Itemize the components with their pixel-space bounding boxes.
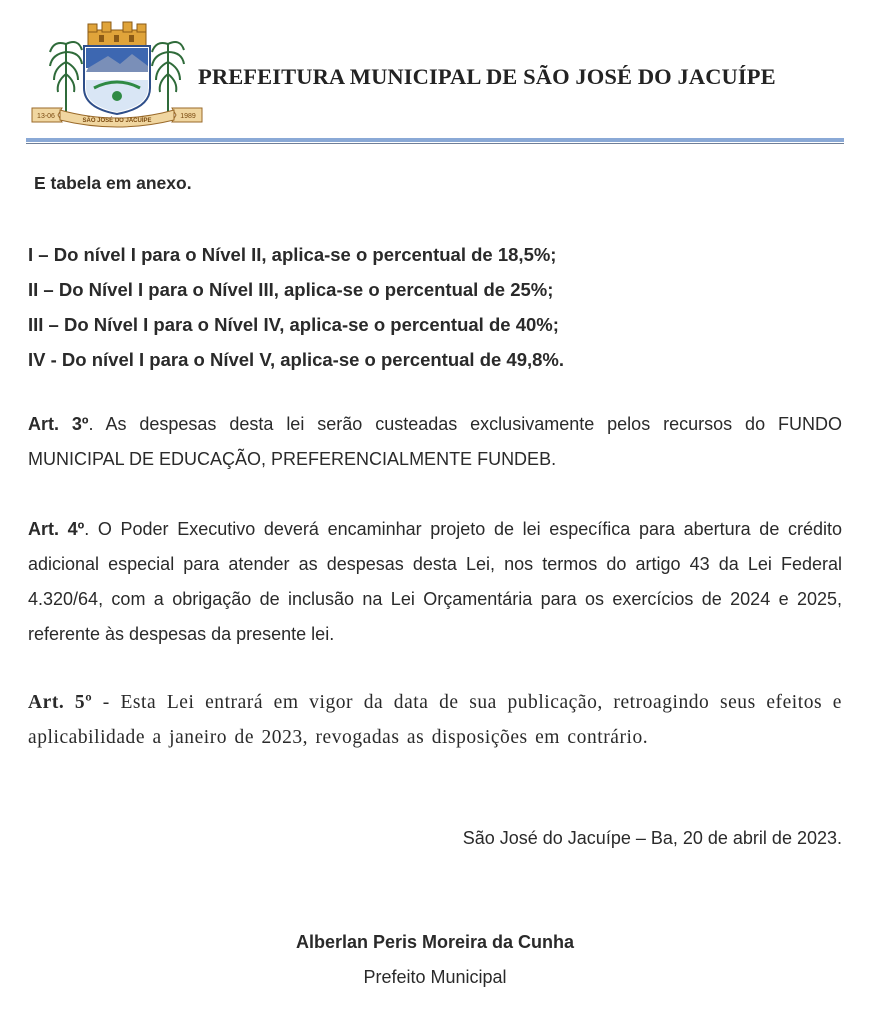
letterhead <box>0 0 886 145</box>
intro-line: E tabela em anexo. <box>34 173 192 193</box>
article-4-text: . O Poder Executivo deverá encaminhar projeto de lei específica para abertura de crédito adicional especial para atender as despesas desta Lei, nos termos do artigo 43 da Lei Federal 4.320/64, com a obrigação de inclusão na Lei Orçamentária para os exercícios de 2024 e 2025, referente às despesas da presente lei. <box>28 519 842 644</box>
article-5-text: - Esta Lei entrará em vigor da data de sua publicação, retroagindo seus efeitos e aplicabilidade a janeiro de 2023, revogadas as disposições em contrário. <box>28 692 842 748</box>
article-5 <box>28 685 842 755</box>
article-4-label: Art. 4º <box>28 519 85 539</box>
level-item: III – Do Nível I para o Nível IV, aplica-se o percentual de 40%; <box>28 314 559 335</box>
article-3-text: . As despesas desta lei serão custeadas exclusivamente pelos recursos do FUNDO MUNICIPAL DE EDUCAÇÃO, PREFERENCIALMENTE FUNDEB. <box>28 414 842 469</box>
ribbon-left-text: 13-06 <box>37 113 55 120</box>
crown-icon <box>88 22 146 46</box>
level-percent-list <box>28 237 564 377</box>
ribbon-center-text: SÃO JOSÉ DO JACUÍPE <box>82 118 152 124</box>
header-rule-thin <box>26 143 844 144</box>
left-palm-icon <box>50 42 82 112</box>
municipality-title: PREFEITURA MUNICIPAL DE SÃO JOSÉ DO JACUÍPE <box>198 64 776 89</box>
place-and-date: São José do Jacuípe – Ba, 20 de abril de 2023. <box>462 828 842 848</box>
ribbon-right-text: 1989 <box>180 113 196 120</box>
header-rule <box>26 138 844 142</box>
right-palm-icon <box>152 42 184 112</box>
level-item: I – Do nível I para o Nível II, aplica-se o percentual de 18,5%; <box>28 244 557 265</box>
shield-icon <box>84 46 150 114</box>
article-4 <box>28 512 842 652</box>
signer-role: Prefeito Municipal <box>363 967 507 987</box>
article-3 <box>28 407 842 477</box>
coat-of-arms-icon <box>28 16 206 128</box>
signer-name: Alberlan Peris Moreira da Cunha <box>295 932 575 952</box>
level-item: IV - Do nível I para o Nível V, aplica-se o percentual de 49,8%. <box>28 349 565 370</box>
article-3-label: Art. 3º <box>28 414 89 434</box>
level-item: II – Do Nível I para o Nível III, aplica-se o percentual de 25%; <box>28 279 554 300</box>
article-5-label: Art. 5º <box>28 692 93 713</box>
